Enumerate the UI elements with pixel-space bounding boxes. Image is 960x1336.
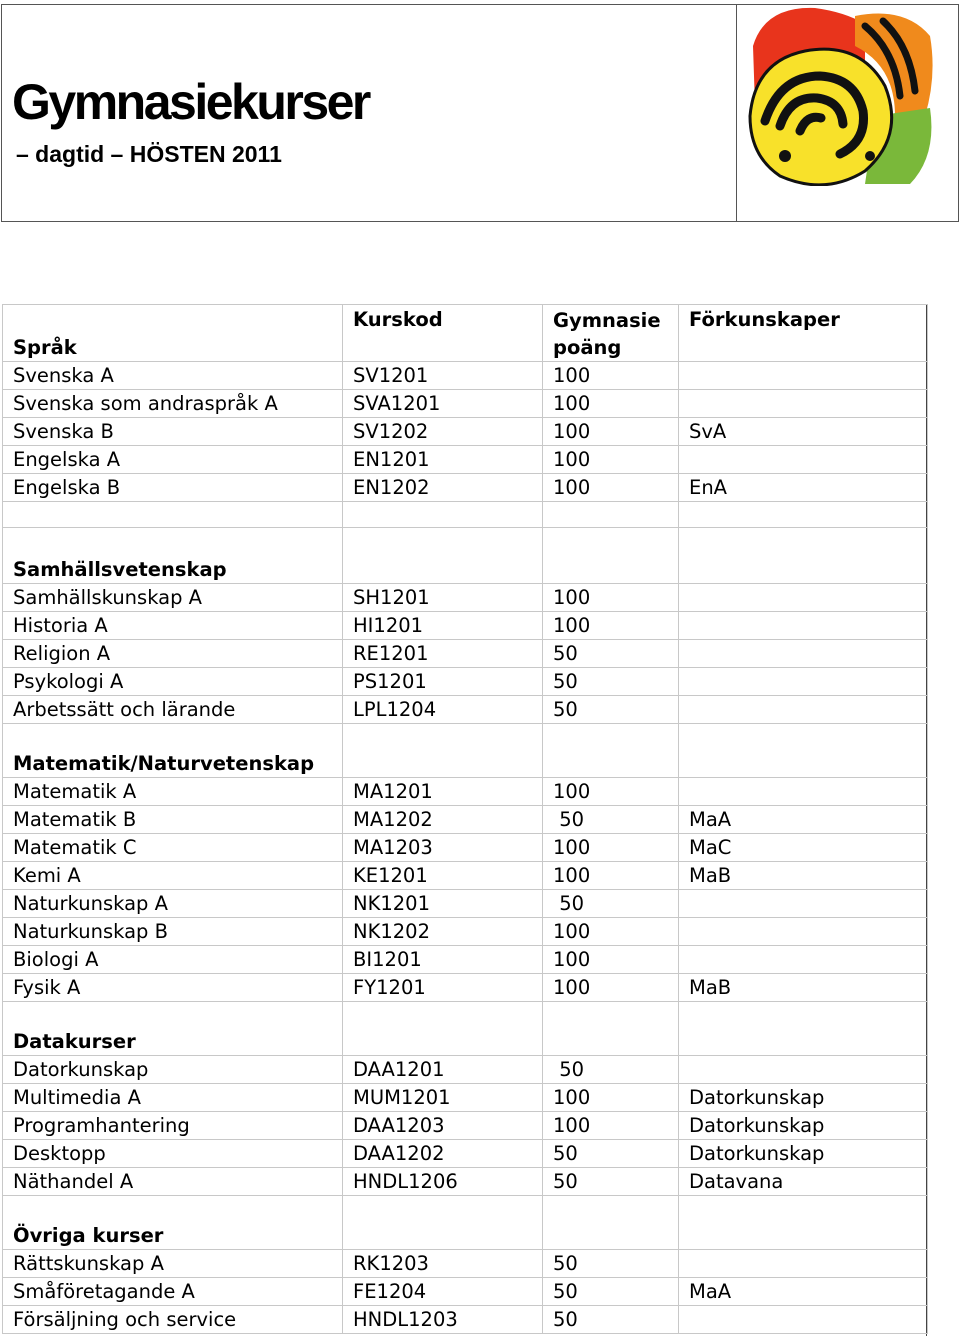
course-name: Biologi A (3, 946, 343, 974)
course-points: 100 (543, 418, 679, 446)
course-prereq: Datorkunskap (679, 1112, 928, 1140)
course-code: NK1201 (343, 890, 543, 918)
course-name: Programhantering (3, 1112, 343, 1140)
course-prereq (679, 612, 928, 640)
course-points: 100 (543, 362, 679, 390)
course-points: 50 (543, 1278, 679, 1306)
course-code: MA1201 (343, 778, 543, 806)
course-points: 100 (543, 584, 679, 612)
empty-cell (543, 1002, 679, 1056)
empty-cell (543, 724, 679, 778)
column-header-poang: Gymnasie poäng (543, 305, 679, 362)
course-prereq (679, 584, 928, 612)
course-points: 50 (543, 1250, 679, 1278)
table-row (3, 418, 928, 446)
table-row (3, 390, 928, 418)
course-prereq (679, 1056, 928, 1084)
course-points: 50 (543, 1056, 679, 1084)
course-name: Naturkunskap B (3, 918, 343, 946)
empty-cell (543, 528, 679, 584)
table-row (3, 1278, 928, 1306)
empty-cell (679, 1002, 928, 1056)
logo-dot (865, 151, 875, 161)
table-row (3, 612, 928, 640)
course-name: Försäljning och service (3, 1306, 343, 1334)
course-prereq: MaA (679, 1278, 928, 1306)
course-code: MA1203 (343, 834, 543, 862)
empty-cell (343, 502, 543, 528)
empty-cell (343, 1196, 543, 1250)
course-name: Naturkunskap A (3, 890, 343, 918)
section-header-row (3, 1196, 928, 1250)
column-header-kurskod: Kurskod (343, 305, 543, 362)
section-header-row (3, 528, 928, 584)
course-prereq: MaC (679, 834, 928, 862)
course-prereq: EnA (679, 474, 928, 502)
course-code: LPL1204 (343, 696, 543, 724)
course-prereq: MaA (679, 806, 928, 834)
course-points: 100 (543, 918, 679, 946)
course-prereq (679, 390, 928, 418)
course-points: 50 (543, 640, 679, 668)
course-code: MA1202 (343, 806, 543, 834)
course-code: MUM1201 (343, 1084, 543, 1112)
table-row (3, 862, 928, 890)
course-prereq (679, 696, 928, 724)
table-row (3, 1140, 928, 1168)
course-points: 100 (543, 974, 679, 1002)
table-row (3, 474, 928, 502)
table-row (3, 946, 928, 974)
course-name: Svenska B (3, 418, 343, 446)
empty-cell (679, 528, 928, 584)
course-points: 100 (543, 778, 679, 806)
page-subtitle: – dagtid – HÖSTEN 2011 (16, 141, 282, 167)
course-code: SH1201 (343, 584, 543, 612)
course-name: Matematik C (3, 834, 343, 862)
course-code: PS1201 (343, 668, 543, 696)
course-points: 100 (543, 474, 679, 502)
course-points: 50 (543, 696, 679, 724)
course-code: DAA1201 (343, 1056, 543, 1084)
table-row (3, 778, 928, 806)
empty-cell (679, 724, 928, 778)
course-code: FY1201 (343, 974, 543, 1002)
section-header-row (3, 305, 928, 362)
table-row (3, 974, 928, 1002)
course-name: Engelska B (3, 474, 343, 502)
course-name: Desktopp (3, 1140, 343, 1168)
course-name: Småföretagande A (3, 1278, 343, 1306)
course-prereq (679, 946, 928, 974)
course-prereq: SvA (679, 418, 928, 446)
section-title: Övriga kurser (3, 1196, 343, 1250)
course-prereq: Datorkunskap (679, 1140, 928, 1168)
course-points: 50 (543, 1168, 679, 1196)
course-name: Svenska A (3, 362, 343, 390)
table-row (3, 806, 928, 834)
course-prereq: MaB (679, 862, 928, 890)
course-prereq (679, 362, 928, 390)
course-code: EN1201 (343, 446, 543, 474)
logo-dot (779, 150, 791, 162)
course-points: 100 (543, 446, 679, 474)
course-code: EN1202 (343, 474, 543, 502)
course-name: Kemi A (3, 862, 343, 890)
course-name: Matematik B (3, 806, 343, 834)
course-prereq: Datavana (679, 1168, 928, 1196)
course-points: 100 (543, 612, 679, 640)
course-prereq: MaB (679, 974, 928, 1002)
course-prereq (679, 668, 928, 696)
empty-cell (343, 528, 543, 584)
course-name: Arbetssätt och lärande (3, 696, 343, 724)
table-row (3, 1306, 928, 1334)
course-code: BI1201 (343, 946, 543, 974)
empty-cell (3, 502, 343, 528)
course-name: Näthandel A (3, 1168, 343, 1196)
empty-cell (343, 1002, 543, 1056)
course-name: Multimedia A (3, 1084, 343, 1112)
section-header-row (3, 1002, 928, 1056)
course-points: 100 (543, 1112, 679, 1140)
course-code: RE1201 (343, 640, 543, 668)
empty-cell (343, 724, 543, 778)
table-row (3, 1250, 928, 1278)
course-prereq (679, 1250, 928, 1278)
course-table (2, 304, 928, 1334)
table-row (3, 1056, 928, 1084)
course-code: HNDL1206 (343, 1168, 543, 1196)
course-prereq (679, 778, 928, 806)
spacer-row (3, 502, 928, 528)
course-code: RK1203 (343, 1250, 543, 1278)
course-name: Fysik A (3, 974, 343, 1002)
table-row (3, 834, 928, 862)
table-row (3, 696, 928, 724)
course-points: 100 (543, 862, 679, 890)
course-code: KE1201 (343, 862, 543, 890)
course-points: 50 (543, 890, 679, 918)
table-row (3, 640, 928, 668)
course-points: 50 (543, 1306, 679, 1334)
table-row (3, 446, 928, 474)
course-name: Engelska A (3, 446, 343, 474)
course-name: Matematik A (3, 778, 343, 806)
course-points: 100 (543, 1084, 679, 1112)
course-name: Datorkunskap (3, 1056, 343, 1084)
course-points: 50 (543, 806, 679, 834)
course-points: 100 (543, 390, 679, 418)
section-title: Språk (3, 305, 343, 362)
course-prereq (679, 918, 928, 946)
empty-cell (679, 1196, 928, 1250)
course-code: HI1201 (343, 612, 543, 640)
course-points: 100 (543, 946, 679, 974)
table-row (3, 584, 928, 612)
table-row (3, 1084, 928, 1112)
course-code: SV1201 (343, 362, 543, 390)
course-name: Psykologi A (3, 668, 343, 696)
table-row (3, 668, 928, 696)
table-row (3, 1112, 928, 1140)
table-row (3, 362, 928, 390)
course-points: 50 (543, 668, 679, 696)
course-name: Religion A (3, 640, 343, 668)
course-prereq (679, 890, 928, 918)
table-row (3, 890, 928, 918)
course-code: FE1204 (343, 1278, 543, 1306)
course-code: DAA1203 (343, 1112, 543, 1140)
course-code: DAA1202 (343, 1140, 543, 1168)
course-prereq (679, 446, 928, 474)
fruit-logo-icon (745, 6, 935, 186)
course-name: Samhällskunskap A (3, 584, 343, 612)
course-name: Svenska som andraspråk A (3, 390, 343, 418)
course-prereq (679, 640, 928, 668)
course-points: 50 (543, 1140, 679, 1168)
course-prereq (679, 1306, 928, 1334)
section-title: Samhällsvetenskap (3, 528, 343, 584)
section-title: Datakurser (3, 1002, 343, 1056)
table-row (3, 1168, 928, 1196)
page-title: Gymnasiekurser (12, 74, 369, 130)
empty-cell (679, 502, 928, 528)
section-header-row (3, 724, 928, 778)
course-code: SV1202 (343, 418, 543, 446)
course-name: Rättskunskap A (3, 1250, 343, 1278)
empty-cell (543, 1196, 679, 1250)
section-title: Matematik/Naturvetenskap (3, 724, 343, 778)
table-row (3, 918, 928, 946)
course-points: 100 (543, 834, 679, 862)
column-header-forkunskaper: Förkunskaper (679, 305, 928, 362)
course-code: NK1202 (343, 918, 543, 946)
course-prereq: Datorkunskap (679, 1084, 928, 1112)
course-code: SVA1201 (343, 390, 543, 418)
course-code: HNDL1203 (343, 1306, 543, 1334)
empty-cell (543, 502, 679, 528)
course-name: Historia A (3, 612, 343, 640)
